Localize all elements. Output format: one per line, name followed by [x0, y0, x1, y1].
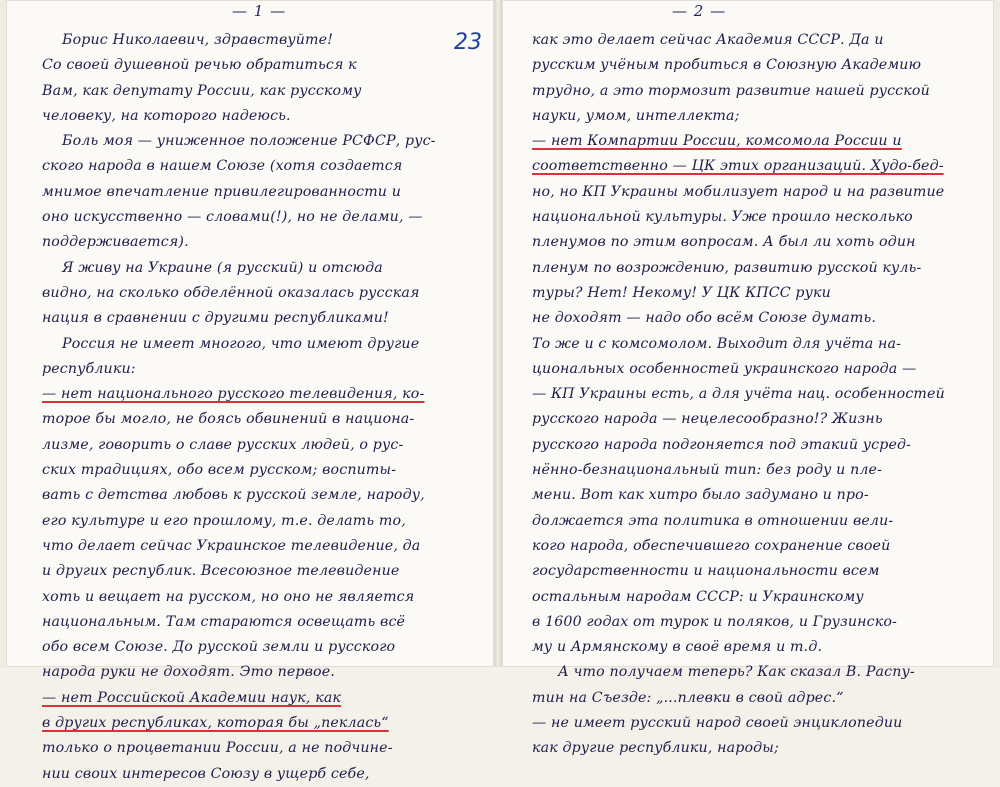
text-line: вать с детства любовь к русской земле, народу, — [42, 487, 425, 504]
text-line: как другие республики, народы; — [532, 740, 779, 757]
text-line: должается эта политика в отношении вели- — [532, 512, 894, 529]
text-line: русского народа подгоняется под этакий усред- — [532, 436, 912, 453]
page-number-right: — 2 — — [672, 2, 727, 20]
text-line: — нет Компартии России, комсомола России и — [532, 133, 902, 150]
text-line: национальной культуры. Уже прошло несколько — [532, 209, 913, 226]
text-line: Я живу на Украине (я русский) и отсюда — [62, 259, 383, 276]
page-number-left: — 1 — — [232, 2, 287, 20]
text-line: остальным народам СССР: и Украинскому — [532, 588, 864, 605]
text-line: Борис Николаевич, здравствуйте! — [62, 32, 334, 48]
text-line: мени. Вот как хитро было задумано и про- — [532, 487, 869, 504]
text-line: Боль моя — униженное положение РСФСР, рус- — [62, 133, 436, 150]
text-line: не доходят — надо обо всём Союзе думать. — [532, 310, 877, 327]
text-line: оно искусственно — словами(!), но не делами, — — [42, 209, 423, 226]
text-line: тин на Съезде: „...плевки в свой адрес.“ — [532, 689, 844, 706]
text-line: в других республиках, которая бы „пеклась“ — [42, 715, 389, 732]
text-line: его культуре и его прошлому, т.е. делать то, — [42, 512, 406, 529]
text-line: хоть и вещает на русском, но оно не является — [42, 588, 415, 605]
text-line: лизме, говорить о славе русских людей, о рус- — [42, 436, 404, 453]
text-line: государственности и национальности всем — [532, 563, 880, 580]
text-line: соответственно — ЦК этих организаций. Худо-бед- — [532, 158, 944, 175]
text-line: Россия не имеет многого, что имеют другие — [62, 335, 420, 352]
text-line: поддерживается). — [42, 234, 189, 251]
text-line: и других республик. Всесоюзное телевидение — [42, 563, 400, 580]
text-line: Со своей душевной речью обратиться к — [42, 57, 357, 74]
text-line: ских традициях, обо всем русском; воспиты- — [42, 462, 397, 479]
text-line: — не имеет русский народ своей энциклопедии — [532, 715, 903, 732]
text-line: циональных особенностей украинского народа — — [532, 360, 917, 377]
text-line: туры? Нет! Некому! У ЦК КПСС руки — [532, 284, 831, 301]
text-line: ского народа в нашем Союзе (хотя создается — [42, 158, 403, 175]
text-line: А что получаем теперь? Как сказал В. Распу- — [558, 664, 915, 681]
text-line: кого народа, обеспечившего сохранение своей — [532, 537, 891, 554]
archive-number: 23 — [454, 30, 482, 55]
text-line: нация в сравнении с другими республиками! — [42, 310, 389, 327]
text-line: — нет Российской Академии наук, как — [42, 689, 342, 706]
book-gutter — [494, 0, 502, 667]
right-page — [502, 0, 994, 757]
text-line: науки, умом, интеллекта; — [532, 107, 740, 124]
text-line: му и Армянскому в своё время и т.д. — [532, 639, 823, 656]
text-line: обо всем Союзе. До русской земли и русского — [42, 639, 396, 656]
text-line: — КП Украины есть, а для учёта нац. особенностей — [532, 386, 945, 403]
text-line: только о процветании России, а не подчине- — [42, 740, 393, 757]
text-line: национальным. Там стараются освещать всё — [42, 613, 406, 630]
text-line: как это делает сейчас Академия СССР. Да и — [532, 32, 884, 48]
text-line: нии своих интересов Союзу в ущерб себе, — [42, 765, 370, 782]
text-line: То же и с комсомолом. Выходит для учёта на- — [532, 335, 902, 352]
right-text-block — [502, 28, 994, 762]
text-line: Вам, как депутату России, как русскому — [42, 82, 362, 99]
text-line: пленумов по этим вопросам. А был ли хоть один — [532, 234, 916, 251]
text-line: в 1600 годах от турок и поляков, и Грузинско- — [532, 613, 897, 630]
text-line: мнимое впечатление привилегированности и — [42, 183, 402, 200]
text-line: русского народа — нецелесообразно!? Жизнь — [532, 411, 883, 428]
text-line: республики: — [42, 360, 136, 377]
text-line: что делает сейчас Украинское телевидение, да — [42, 537, 421, 554]
text-line: торое бы могло, не боясь обвинений в национа- — [42, 411, 415, 428]
text-line: — нет национального русского телевидения, ко- — [42, 386, 425, 403]
text-line: трудно, а это тормозит развитие нашей русской — [532, 82, 930, 99]
text-line: русским учёным пробиться в Союзную Академию — [532, 57, 922, 74]
left-text-block — [6, 28, 494, 787]
text-line: человеку, на которого надеюсь. — [42, 107, 291, 124]
text-line: пленум по возрождению, развитию русской куль- — [532, 259, 922, 276]
text-line: но, но КП Украины мобилизует народ и на развитие — [532, 183, 945, 200]
text-line: народа руки не доходят. Это первое. — [42, 664, 335, 681]
left-page — [6, 0, 494, 782]
text-line: нённо-безнациональный тип: без роду и пле- — [532, 462, 883, 479]
text-line: видно, на сколько обделённой оказалась русская — [42, 284, 420, 301]
